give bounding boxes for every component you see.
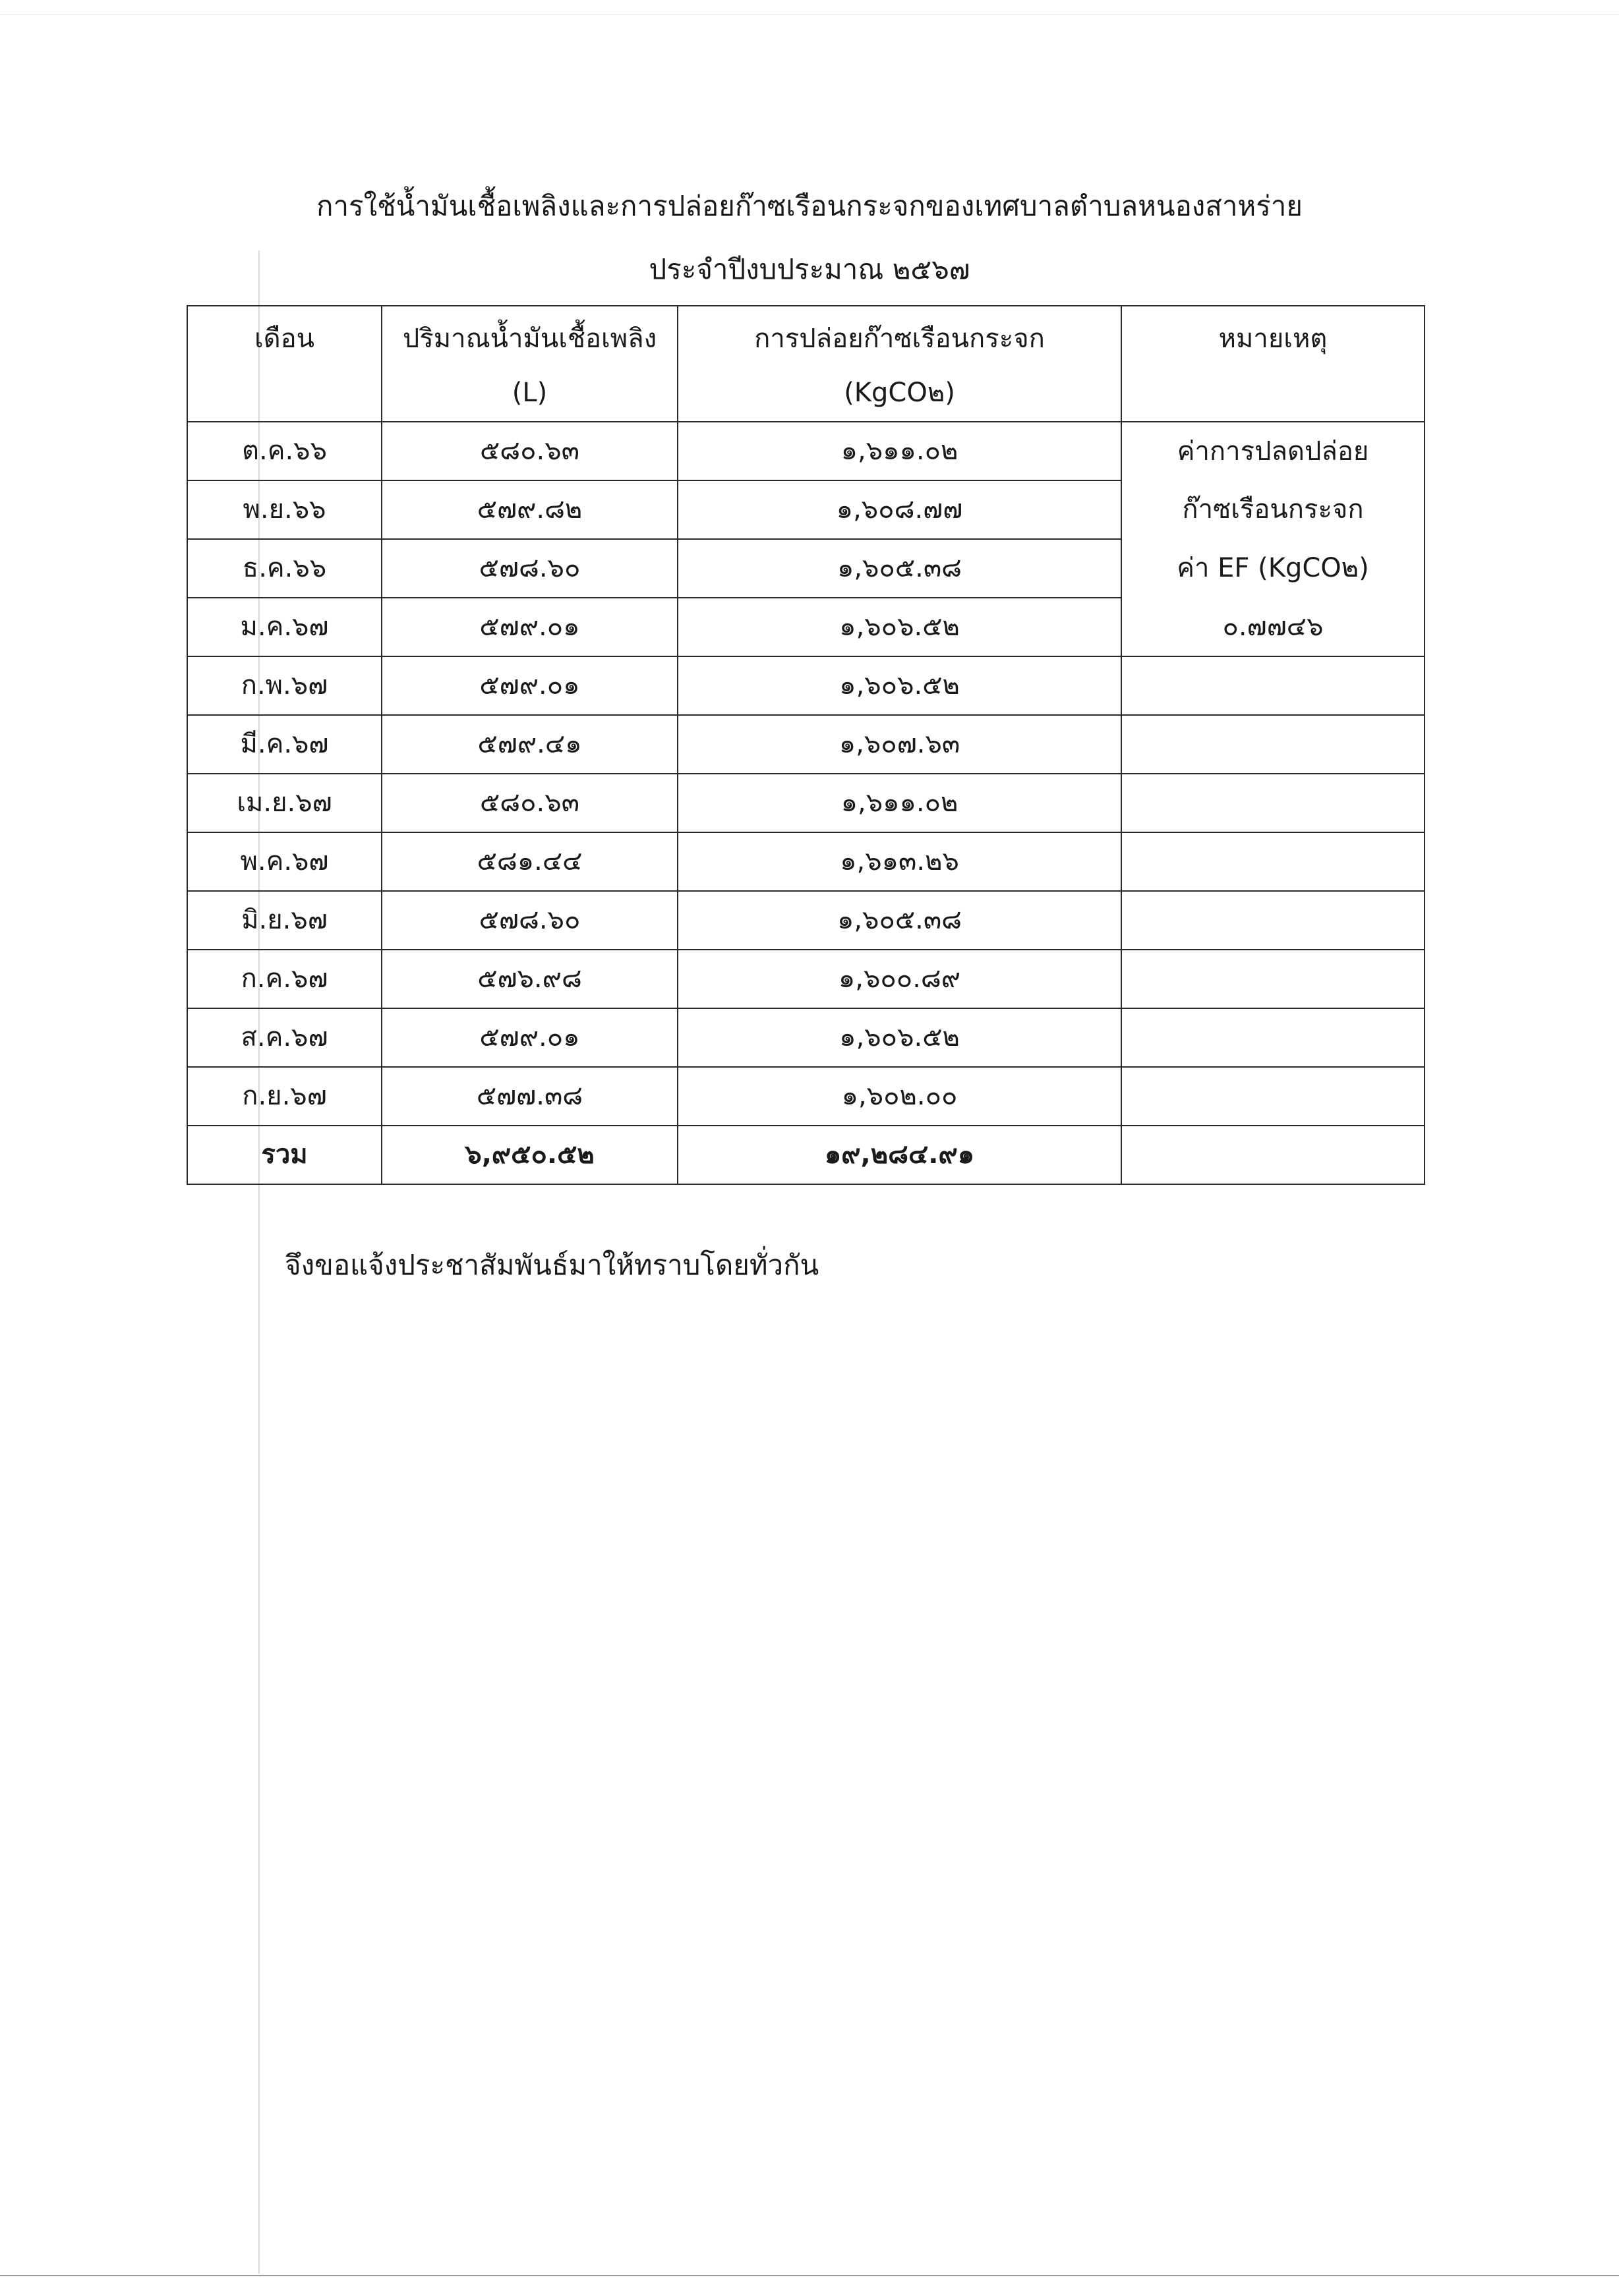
cell-fuel: ๕๗๘.๖๐ [382, 539, 678, 598]
cell-remark: ค่าการปลดปล่อย [1121, 422, 1425, 480]
header-emission-unit: (KgCO๒) [844, 378, 955, 408]
cell-emission: ๑,๖๑๓.๒๖ [678, 832, 1121, 891]
table-header-row [187, 306, 1425, 422]
table-row [187, 480, 1425, 539]
cell-month: ก.ย.๖๗ [187, 1067, 382, 1126]
cell-month: ม.ค.๖๗ [187, 598, 382, 656]
table-row [187, 891, 1425, 950]
cell-remark [1121, 1067, 1425, 1126]
header-fuel-unit: (L) [512, 378, 548, 408]
fuel-emission-table [187, 305, 1425, 1185]
cell-emission: ๑,๖๐๖.๕๒ [678, 656, 1121, 715]
cell-month: พ.ค.๖๗ [187, 832, 382, 891]
cell-remark [1121, 950, 1425, 1008]
cell-remark [1121, 656, 1425, 715]
cell-fuel: ๕๗๙.๐๑ [382, 656, 678, 715]
scan-edge-bottom [0, 2275, 1619, 2276]
total-emission: ๑๙,๒๘๔.๙๑ [678, 1126, 1121, 1184]
cell-remark [1121, 832, 1425, 891]
cell-emission: ๑,๖๐๘.๗๗ [678, 480, 1121, 539]
cell-emission: ๑,๖๐๕.๓๘ [678, 891, 1121, 950]
total-label: รวม [187, 1126, 382, 1184]
cell-month: ก.พ.๖๗ [187, 656, 382, 715]
table-row [187, 715, 1425, 774]
cell-fuel: ๕๗๙.๐๑ [382, 1008, 678, 1067]
cell-fuel: ๕๘๑.๔๔ [382, 832, 678, 891]
document-subtitle: ประจำปีงบประมาณ ๒๕๖๗ [649, 253, 970, 285]
cell-fuel: ๕๗๙.๐๑ [382, 598, 678, 656]
table-body [187, 422, 1425, 1184]
table-total-row [187, 1126, 1425, 1184]
cell-emission: ๑,๖๑๑.๐๒ [678, 422, 1121, 480]
cell-fuel: ๕๘๐.๖๓ [382, 774, 678, 832]
cell-emission: ๑,๖๐๕.๓๘ [678, 539, 1121, 598]
document-title: การใช้น้ำมันเชื้อเพลิงและการปล่อยก๊าซเรือนกระจกของเทศบาลตำบลหนองสาหร่าย [316, 190, 1303, 222]
total-fuel: ๖,๙๕๐.๕๒ [382, 1126, 678, 1184]
header-remark: หมายเหตุ [1121, 306, 1425, 422]
cell-month: มิ.ย.๖๗ [187, 891, 382, 950]
scan-edge-top [0, 14, 1619, 15]
cell-emission: ๑,๖๐๖.๕๒ [678, 598, 1121, 656]
cell-emission: ๑,๖๐๒.๐๐ [678, 1067, 1121, 1126]
cell-remark [1121, 774, 1425, 832]
cell-fuel: ๕๗๘.๖๐ [382, 891, 678, 950]
cell-remark [1121, 1008, 1425, 1067]
cell-remark: ๐.๗๗๔๖ [1121, 598, 1425, 656]
table-row [187, 656, 1425, 715]
cell-month: พ.ย.๖๖ [187, 480, 382, 539]
total-remark [1121, 1126, 1425, 1184]
cell-emission: ๑,๖๑๑.๐๒ [678, 774, 1121, 832]
cell-fuel: ๕๗๖.๙๘ [382, 950, 678, 1008]
cell-fuel: ๕๗๗.๓๘ [382, 1067, 678, 1126]
cell-month: มี.ค.๖๗ [187, 715, 382, 774]
cell-month: ก.ค.๖๗ [187, 950, 382, 1008]
header-month: เดือน [187, 306, 382, 422]
table-row [187, 832, 1425, 891]
table-row [187, 950, 1425, 1008]
cell-fuel: ๕๘๐.๖๓ [382, 422, 678, 480]
cell-remark [1121, 891, 1425, 950]
cell-fuel: ๕๗๙.๘๒ [382, 480, 678, 539]
cell-emission: ๑,๖๐๗.๖๓ [678, 715, 1121, 774]
cell-month: ต.ค.๖๖ [187, 422, 382, 480]
cell-fuel: ๕๗๙.๔๑ [382, 715, 678, 774]
cell-remark: ก๊าซเรือนกระจก [1121, 480, 1425, 539]
table-row [187, 774, 1425, 832]
cell-remark: ค่า EF (KgCO๒) [1121, 539, 1425, 598]
table-row [187, 1067, 1425, 1126]
cell-month: เม.ย.๖๗ [187, 774, 382, 832]
header-fuel-label: ปริมาณน้ำมันเชื้อเพลิง [402, 324, 657, 354]
cell-emission: ๑,๖๐๖.๕๒ [678, 1008, 1121, 1067]
table-row [187, 422, 1425, 480]
cell-month: ส.ค.๖๗ [187, 1008, 382, 1067]
table-row [187, 598, 1425, 656]
header-fuel [382, 306, 678, 422]
announcement-text: จึงขอแจ้งประชาสัมพันธ์มาให้ทราบโดยทั่วกัน [285, 1249, 819, 1281]
table-row [187, 1008, 1425, 1067]
header-emission-label: การปล่อยก๊าซเรือนกระจก [754, 324, 1045, 354]
header-emission [678, 306, 1121, 422]
table-row [187, 539, 1425, 598]
cell-month: ธ.ค.๖๖ [187, 539, 382, 598]
cell-remark [1121, 715, 1425, 774]
cell-emission: ๑,๖๐๐.๘๙ [678, 950, 1121, 1008]
